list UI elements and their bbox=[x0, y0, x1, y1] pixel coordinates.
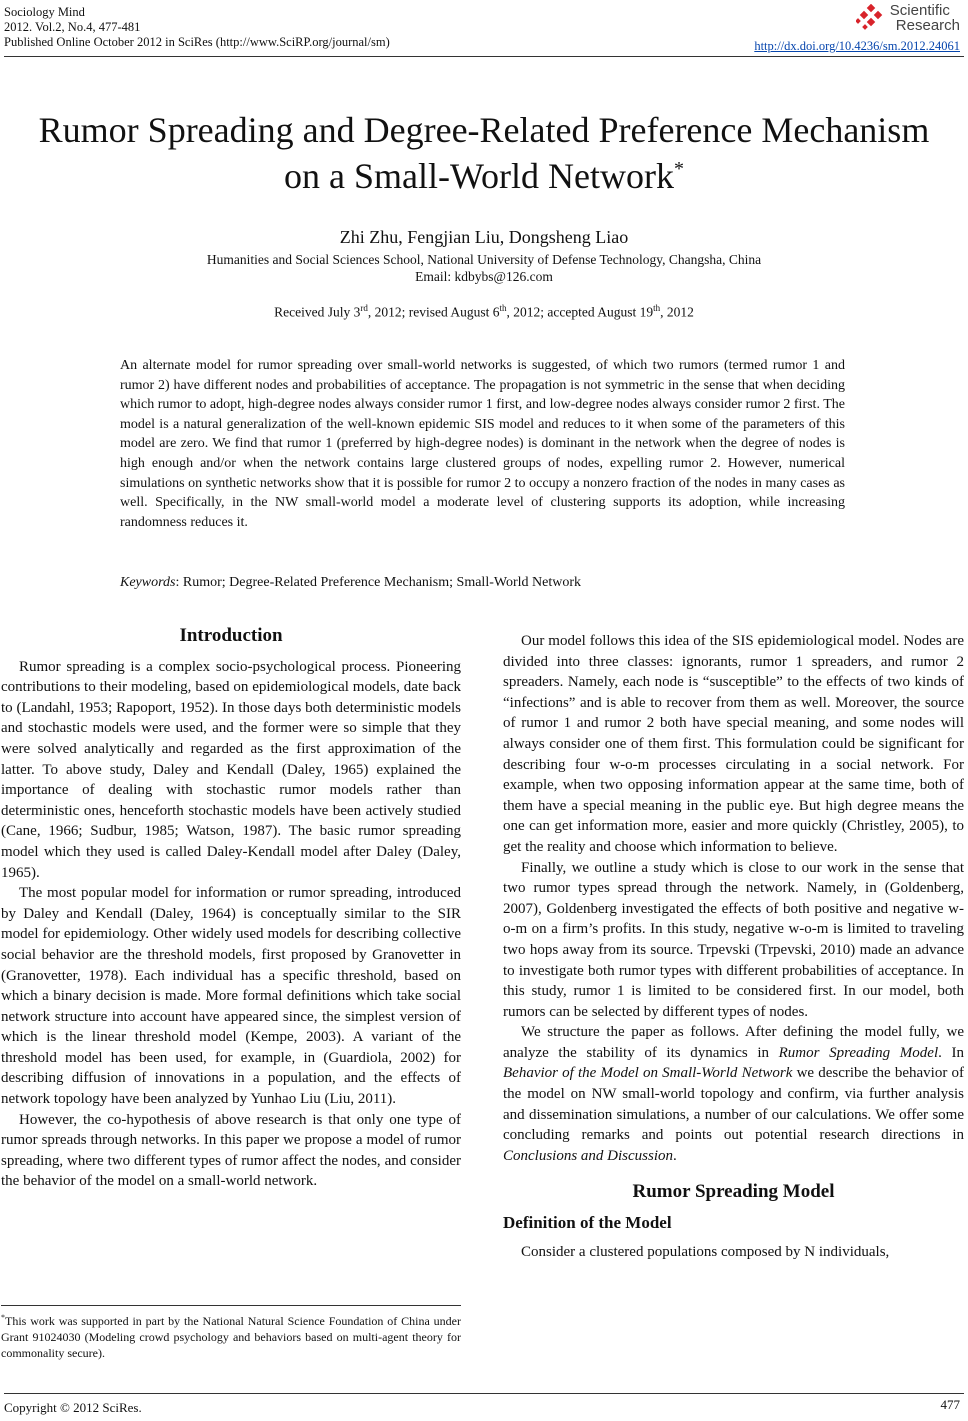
revised-sup: th bbox=[499, 303, 507, 313]
logo-line-1: Scientific bbox=[889, 2, 950, 19]
structure-text-2: . In bbox=[938, 1044, 964, 1061]
publication-line: Published Online October 2012 in SciRes (http://www.SciRP.org/journal/sm) bbox=[4, 35, 390, 49]
section-heading-introduction: Introduction bbox=[179, 625, 283, 646]
footnote-text: This work was supported in part by the National Natural Science Foundation of China under Grant 91024030 (Modeling crowd psychology and behaviors based on multi-agent theory for commonality secure). bbox=[1, 1314, 461, 1360]
scientific-research-logo-icon bbox=[856, 4, 886, 32]
title-line-2 bbox=[0, 153, 968, 199]
author-email: Email: kdbybs@126.com bbox=[415, 269, 553, 284]
section-ref-model[interactable]: Rumor Spreading Model bbox=[778, 1044, 939, 1061]
subsection-heading-definition: Definition of the Model bbox=[503, 1213, 672, 1233]
affiliation-block bbox=[0, 251, 968, 285]
keywords-label: Keywords bbox=[120, 575, 176, 590]
title-line-2-text: on a Small-World Network bbox=[283, 156, 675, 196]
footer-divider bbox=[4, 1393, 964, 1394]
paragraph: Rumor spreading is a complex socio-psychological process. Pioneering contributions to their modeling, based on epidemiological models, date back to (Landahl, 1953; Rapoport, 1952). In those days both deterministic models and stochastic models were used, and the former were so simple that they were solved analytically and regarded as the first approximation of the latter. To above study, Daley and Kendall (Daley, 1965) explained the importance of dealing with stochastic rumor models rather than deterministic ones, henceforth stochastic models have been actively studied (Cane, 1966; Sudbur, 1985; Watson, 1987). The basic rumor spreading model which they used is called Daley-Kendall model after Daley (Daley, 1965). bbox=[1, 658, 461, 881]
page-number: 477 bbox=[940, 1397, 960, 1412]
right-column bbox=[503, 631, 964, 1262]
affiliation: Humanities and Social Sciences School, National University of Defense Technology, Changsha, China bbox=[206, 252, 762, 267]
structure-text-4: . bbox=[673, 1147, 677, 1164]
paragraph: Our model follows this idea of the SIS epidemiological model. Nodes are divided into three classes: ignorants, rumor 1 spreaders, and rumor 2 spreaders. Namely, each node is “susceptible” to the effects of two kinds of “infections” and is able to recover from them as well. Moreover, the source of rumor 1 and rumor 2 both have special meaning, and some nodes will always consider one of them first. This formulation could be significant for describing four w-o-m processes circulating in a social network. For example, when two opposing information appear at the same time, both of them have a special meaning in the public eye. But high degree means the one can get information more, easier and more quickly (Christley, 2005), to get the reality and choose which information to believe. bbox=[503, 633, 964, 855]
logo-wordmark bbox=[890, 3, 960, 33]
title-footnote-mark[interactable]: * bbox=[674, 158, 685, 180]
received-sup: rd bbox=[360, 303, 368, 313]
copyright: Copyright © 2012 SciRes. bbox=[4, 1400, 142, 1415]
publisher-logo bbox=[754, 3, 960, 33]
doi-link[interactable]: http://dx.doi.org/10.4236/sm.2012.24061 bbox=[754, 39, 960, 53]
logo-line-2: Research bbox=[895, 17, 960, 34]
keywords-list: : Rumor; Degree-Related Preference Mechanism; Small-World Network bbox=[175, 575, 581, 590]
paragraph-structure bbox=[503, 1022, 964, 1166]
journal-volume: 2012. Vol.2, No.4, 477-481 bbox=[4, 20, 141, 34]
received-year: , 2012 bbox=[660, 304, 694, 320]
section-heading-model: Rumor Spreading Model bbox=[632, 1181, 835, 1203]
paragraph: Finally, we outline a study which is close to our work in the sense that two rumor types spread through the network. Namely, in (Goldenberg, 2007), Goldenberg investigated the effects of both positive and negative w-o-m on a firm’s profits. In this study, negative w-o-m is limited to traveling two hops away from its source. Trpevski (Trpevski, 2010) made an advance to investigate both rumor types with different probabilities of acceptance. In this study, rumor 1 is limited to be considered first. In our model, both rumors can be selected by different types of nodes. bbox=[503, 859, 964, 1020]
journal-name: Sociology Mind bbox=[4, 5, 85, 19]
keywords bbox=[120, 575, 845, 591]
structure-text-1: We structure the paper as follows. After defining the model fully, we analyze the stability of its dynamics in bbox=[503, 1024, 964, 1061]
paragraph: Consider a clustered populations composed by N individuals, bbox=[521, 1243, 890, 1260]
accepted-sup: th bbox=[653, 303, 661, 313]
paragraph: However, the co-hypothesis of above research is that only one type of rumor spreads through networks. In this paper we propose a model of rumor spreading, where two different types of rumor affect the nodes, and consider the behavior of the model on a small-world network. bbox=[1, 1111, 461, 1190]
structure-text-3: we describe the behavior of the model on NW small-world topology and confirm, via further analysis and dissemination simulations, a number of our calculations. We offer some concluding remarks and points out potential research directions in bbox=[503, 1065, 964, 1144]
paragraph: The most popular model for information or rumor spreading, introduced by Daley and Kendall (Daley, 1964) is conceptually similar to the SIR model for epidemiology. Other widely used models for describing collective social behavior are the threshold models, first proposed by Granovetter in (Granovetter, 1978). Each individual has a specific threshold, based on which a binary decision is made. More formal definitions which take social network structure into account have appeared since, the simplest version of which is the linear threshold model (Kempe, 2003). A variant of the threshold model has been used, for example, in (Guardiola, 2002) for describing diffusion of innovations in a population, and the effects of network topology have been analyzed by Yunhao Liu (Liu, 2011). bbox=[1, 885, 461, 1108]
section-ref-conclusions[interactable]: Conclusions and Discussion bbox=[503, 1147, 674, 1164]
accepted-part: , 2012; accepted August 19 bbox=[506, 304, 654, 320]
left-column bbox=[1, 620, 461, 1192]
received-dates bbox=[0, 303, 968, 321]
revised-part: , 2012; revised August 6 bbox=[367, 304, 500, 320]
header-divider bbox=[4, 56, 964, 57]
title-line-1: Rumor Spreading and Degree-Related Preference Mechanism bbox=[38, 110, 930, 150]
footnote-mark: * bbox=[1, 1313, 5, 1322]
publisher-block bbox=[754, 3, 960, 54]
running-header bbox=[4, 5, 390, 50]
section-ref-behavior[interactable]: Behavior of the Model on Small-World Network bbox=[503, 1065, 793, 1082]
author-list: Zhi Zhu, Fengjian Liu, Dongsheng Liao bbox=[339, 227, 629, 247]
footnote bbox=[1, 1305, 461, 1361]
abstract: An alternate model for rumor spreading over small-world networks is suggested, of which two rumors (termed rumor 1 and rumor 2) have different nodes and probabilities of acceptance. The propagation is not symmetric in the sense that when deciding which rumor to adopt, high-degree nodes always consider rumor 1 first, and low-degree nodes always consider rumor 2 first. The model is a natural generalization of the well-known epidemic SIS model and reduces to it when some of the parameters of this model are zero. We find that rumor 1 (preferred by high-degree nodes) is dominant in the network when the degree of nodes is high enough and/or when the network contains large clustered groups of nodes, expelling rumor 2. However, numerical simulations on synthetic networks show that it is possible for rumor 2 to occupy a nonzero fraction of the nodes in many cases as well. Specifically, in the NW small-world model a moderate level of clustering supports its adoption, while increasing randomness reduces it. bbox=[120, 358, 845, 530]
received-part: Received July 3 bbox=[274, 304, 361, 320]
article-title bbox=[0, 107, 968, 199]
